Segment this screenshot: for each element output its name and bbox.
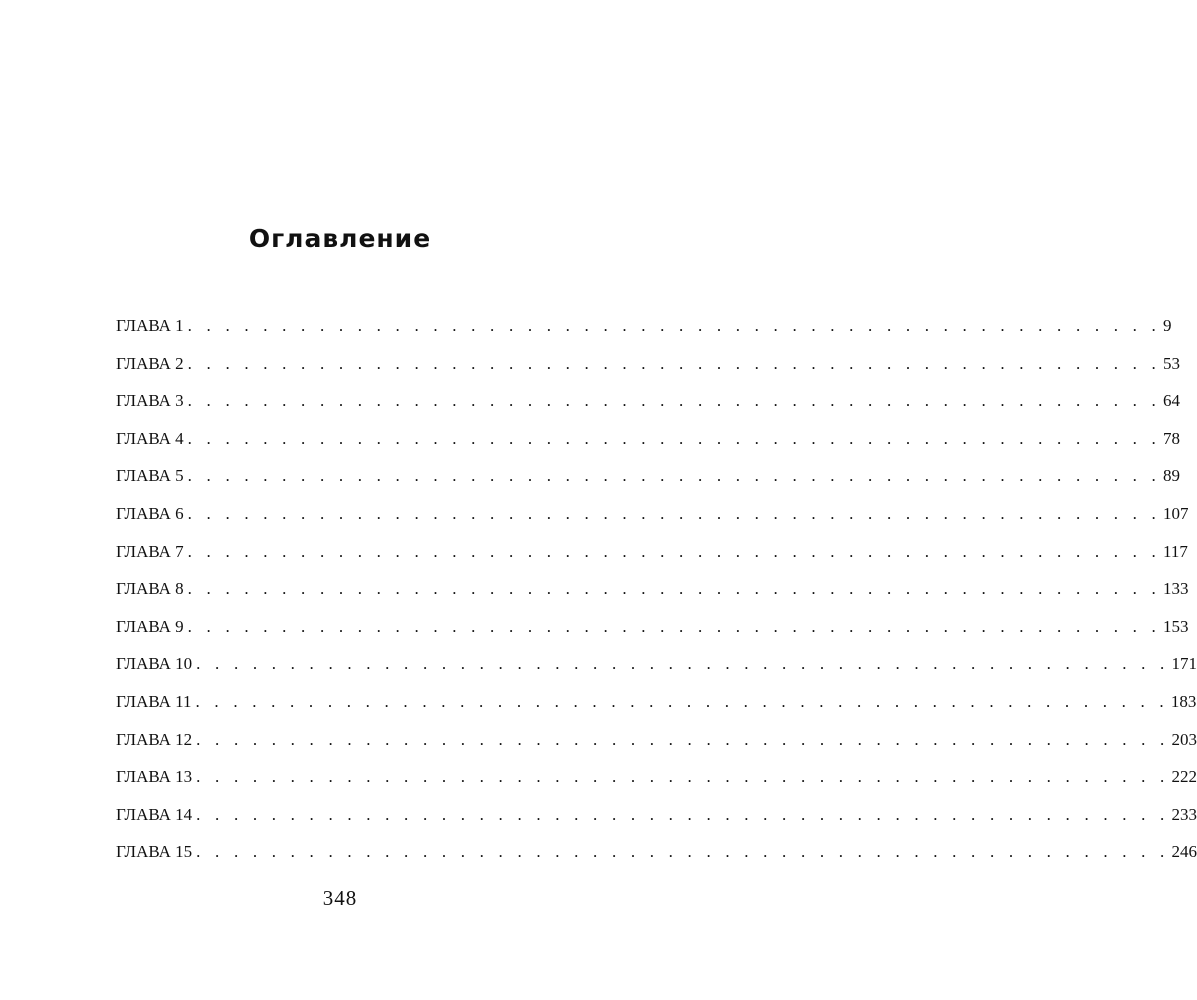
toc-entry-page: 222 (1171, 767, 1197, 787)
dot-leader: . . . . . . . . . . . . . . . . . . . . . . . . . . . . . . . . . . . . . . . . . . . . . . . . . . . . (195, 691, 1169, 711)
dot-leader: . . . . . . . . . . . . . . . . . . . . . . . . . . . . . . . . . . . . . . . . . . . . . . . . . . . . (187, 616, 1162, 636)
toc-entry-page: 9 (1163, 316, 1172, 335)
toc-entry[interactable] (116, 541, 1188, 580)
dot-leader: . . . . . . . . . . . . . . . . . . . . . . . . . . . . . . . . . . . . . . . . . . . . . . . . . . . . (187, 353, 1162, 373)
dot-leader: . . . . . . . . . . . . . . . . . . . . . . . . . . . . . . . . . . . . . . . . . . . . . . . . . . . . (187, 579, 1162, 599)
dot-leader: . . . . . . . . . . . . . . . . . . . . . . . . . . . . . . . . . . . . . . . . . . . . . . . . . . . . (196, 804, 1170, 824)
toc-entry-label: ГЛАВА 10 (116, 654, 193, 674)
toc-entry-label: ГЛАВА 15 (116, 842, 193, 862)
toc-entry[interactable] (116, 804, 1197, 843)
toc-entry-page: 183 (1170, 691, 1197, 711)
toc-entry-page: 78 (1163, 428, 1181, 448)
toc-entry-page: 53 (1163, 353, 1181, 373)
dot-leader: . . . . . . . . . . . . . . . . . . . . . . . . . . . . . . . . . . . . . . . . . . . . . . . . . . . . (187, 466, 1162, 486)
toc-entry-label: ГЛАВА 4 (116, 428, 184, 448)
toc-list (116, 316, 1197, 880)
toc-entry[interactable] (116, 316, 1172, 354)
toc-entry-page: 153 (1163, 616, 1189, 636)
dot-leader: . . . . . . . . . . . . . . . . . . . . . . . . . . . . . . . . . . . . . . . . . . . . . . . . . . . . (196, 729, 1170, 749)
dot-leader: . . . . . . . . . . . . . . . . . . . . . . . . . . . . . . . . . . . . . . . . . . . . . . . . . . . . (196, 654, 1170, 674)
toc-entry-page: 246 (1171, 842, 1197, 862)
toc-entry-page: 107 (1163, 503, 1189, 523)
toc-entry-page: 64 (1163, 391, 1181, 411)
toc-entry[interactable] (116, 654, 1197, 692)
toc-entry-label: ГЛАВА 1 (116, 316, 184, 335)
toc-entry[interactable] (116, 767, 1197, 805)
toc-entry-page: 89 (1163, 466, 1181, 486)
toc-entry[interactable] (116, 616, 1189, 655)
toc-entry-page: 233 (1171, 804, 1197, 824)
toc-entry-page: 133 (1163, 579, 1189, 599)
toc-entry[interactable] (116, 729, 1197, 768)
page-number: 348 (322, 886, 358, 910)
toc-entry[interactable] (116, 466, 1181, 504)
toc-entry[interactable] (116, 353, 1181, 392)
dot-leader: . . . . . . . . . . . . . . . . . . . . . . . . . . . . . . . . . . . . . . . . . . . . . . . . . . . . (187, 428, 1162, 448)
dot-leader: . . . . . . . . . . . . . . . . . . . . . . . . . . . . . . . . . . . . . . . . . . . . . . . . . . . . (196, 842, 1170, 862)
toc-title: Оглавление (248, 224, 432, 253)
toc-entry[interactable] (116, 579, 1189, 617)
toc-entry-label: ГЛАВА 3 (116, 391, 184, 411)
toc-entry[interactable] (116, 428, 1181, 467)
toc-entry-label: ГЛАВА 11 (116, 691, 192, 711)
toc-entry-label: ГЛАВА 5 (116, 466, 184, 486)
toc-entry-label: ГЛАВА 7 (116, 541, 184, 561)
toc-entry-label: ГЛАВА 13 (116, 767, 193, 787)
toc-entry-label: ГЛАВА 9 (116, 616, 184, 636)
dot-leader: . . . . . . . . . . . . . . . . . . . . . . . . . . . . . . . . . . . . . . . . . . . . . . . . . . . . (187, 316, 1162, 335)
dot-leader: . . . . . . . . . . . . . . . . . . . . . . . . . . . . . . . . . . . . . . . . . . . . . . . . . . . . (196, 767, 1170, 787)
toc-entry-page: 203 (1171, 729, 1197, 749)
toc-entry-label: ГЛАВА 14 (116, 804, 193, 824)
toc-entry-label: ГЛАВА 8 (116, 579, 184, 599)
dot-leader: . . . . . . . . . . . . . . . . . . . . . . . . . . . . . . . . . . . . . . . . . . . . . . . . . . . . (187, 391, 1162, 411)
dot-leader: . . . . . . . . . . . . . . . . . . . . . . . . . . . . . . . . . . . . . . . . . . . . . . . . . . . . (187, 503, 1162, 523)
toc-entry[interactable] (116, 503, 1189, 542)
toc-entry-page: 171 (1171, 654, 1197, 674)
toc-entry-page: 117 (1163, 541, 1188, 561)
dot-leader: . . . . . . . . . . . . . . . . . . . . . . . . . . . . . . . . . . . . . . . . . . . . . . . . . . . . (187, 541, 1162, 561)
toc-entry-label: ГЛАВА 2 (116, 353, 184, 373)
toc-entry[interactable] (116, 842, 1197, 880)
toc-entry-label: ГЛАВА 6 (116, 503, 184, 523)
toc-entry[interactable] (116, 691, 1197, 730)
toc-entry[interactable] (116, 391, 1181, 429)
toc-entry-label: ГЛАВА 12 (116, 729, 193, 749)
